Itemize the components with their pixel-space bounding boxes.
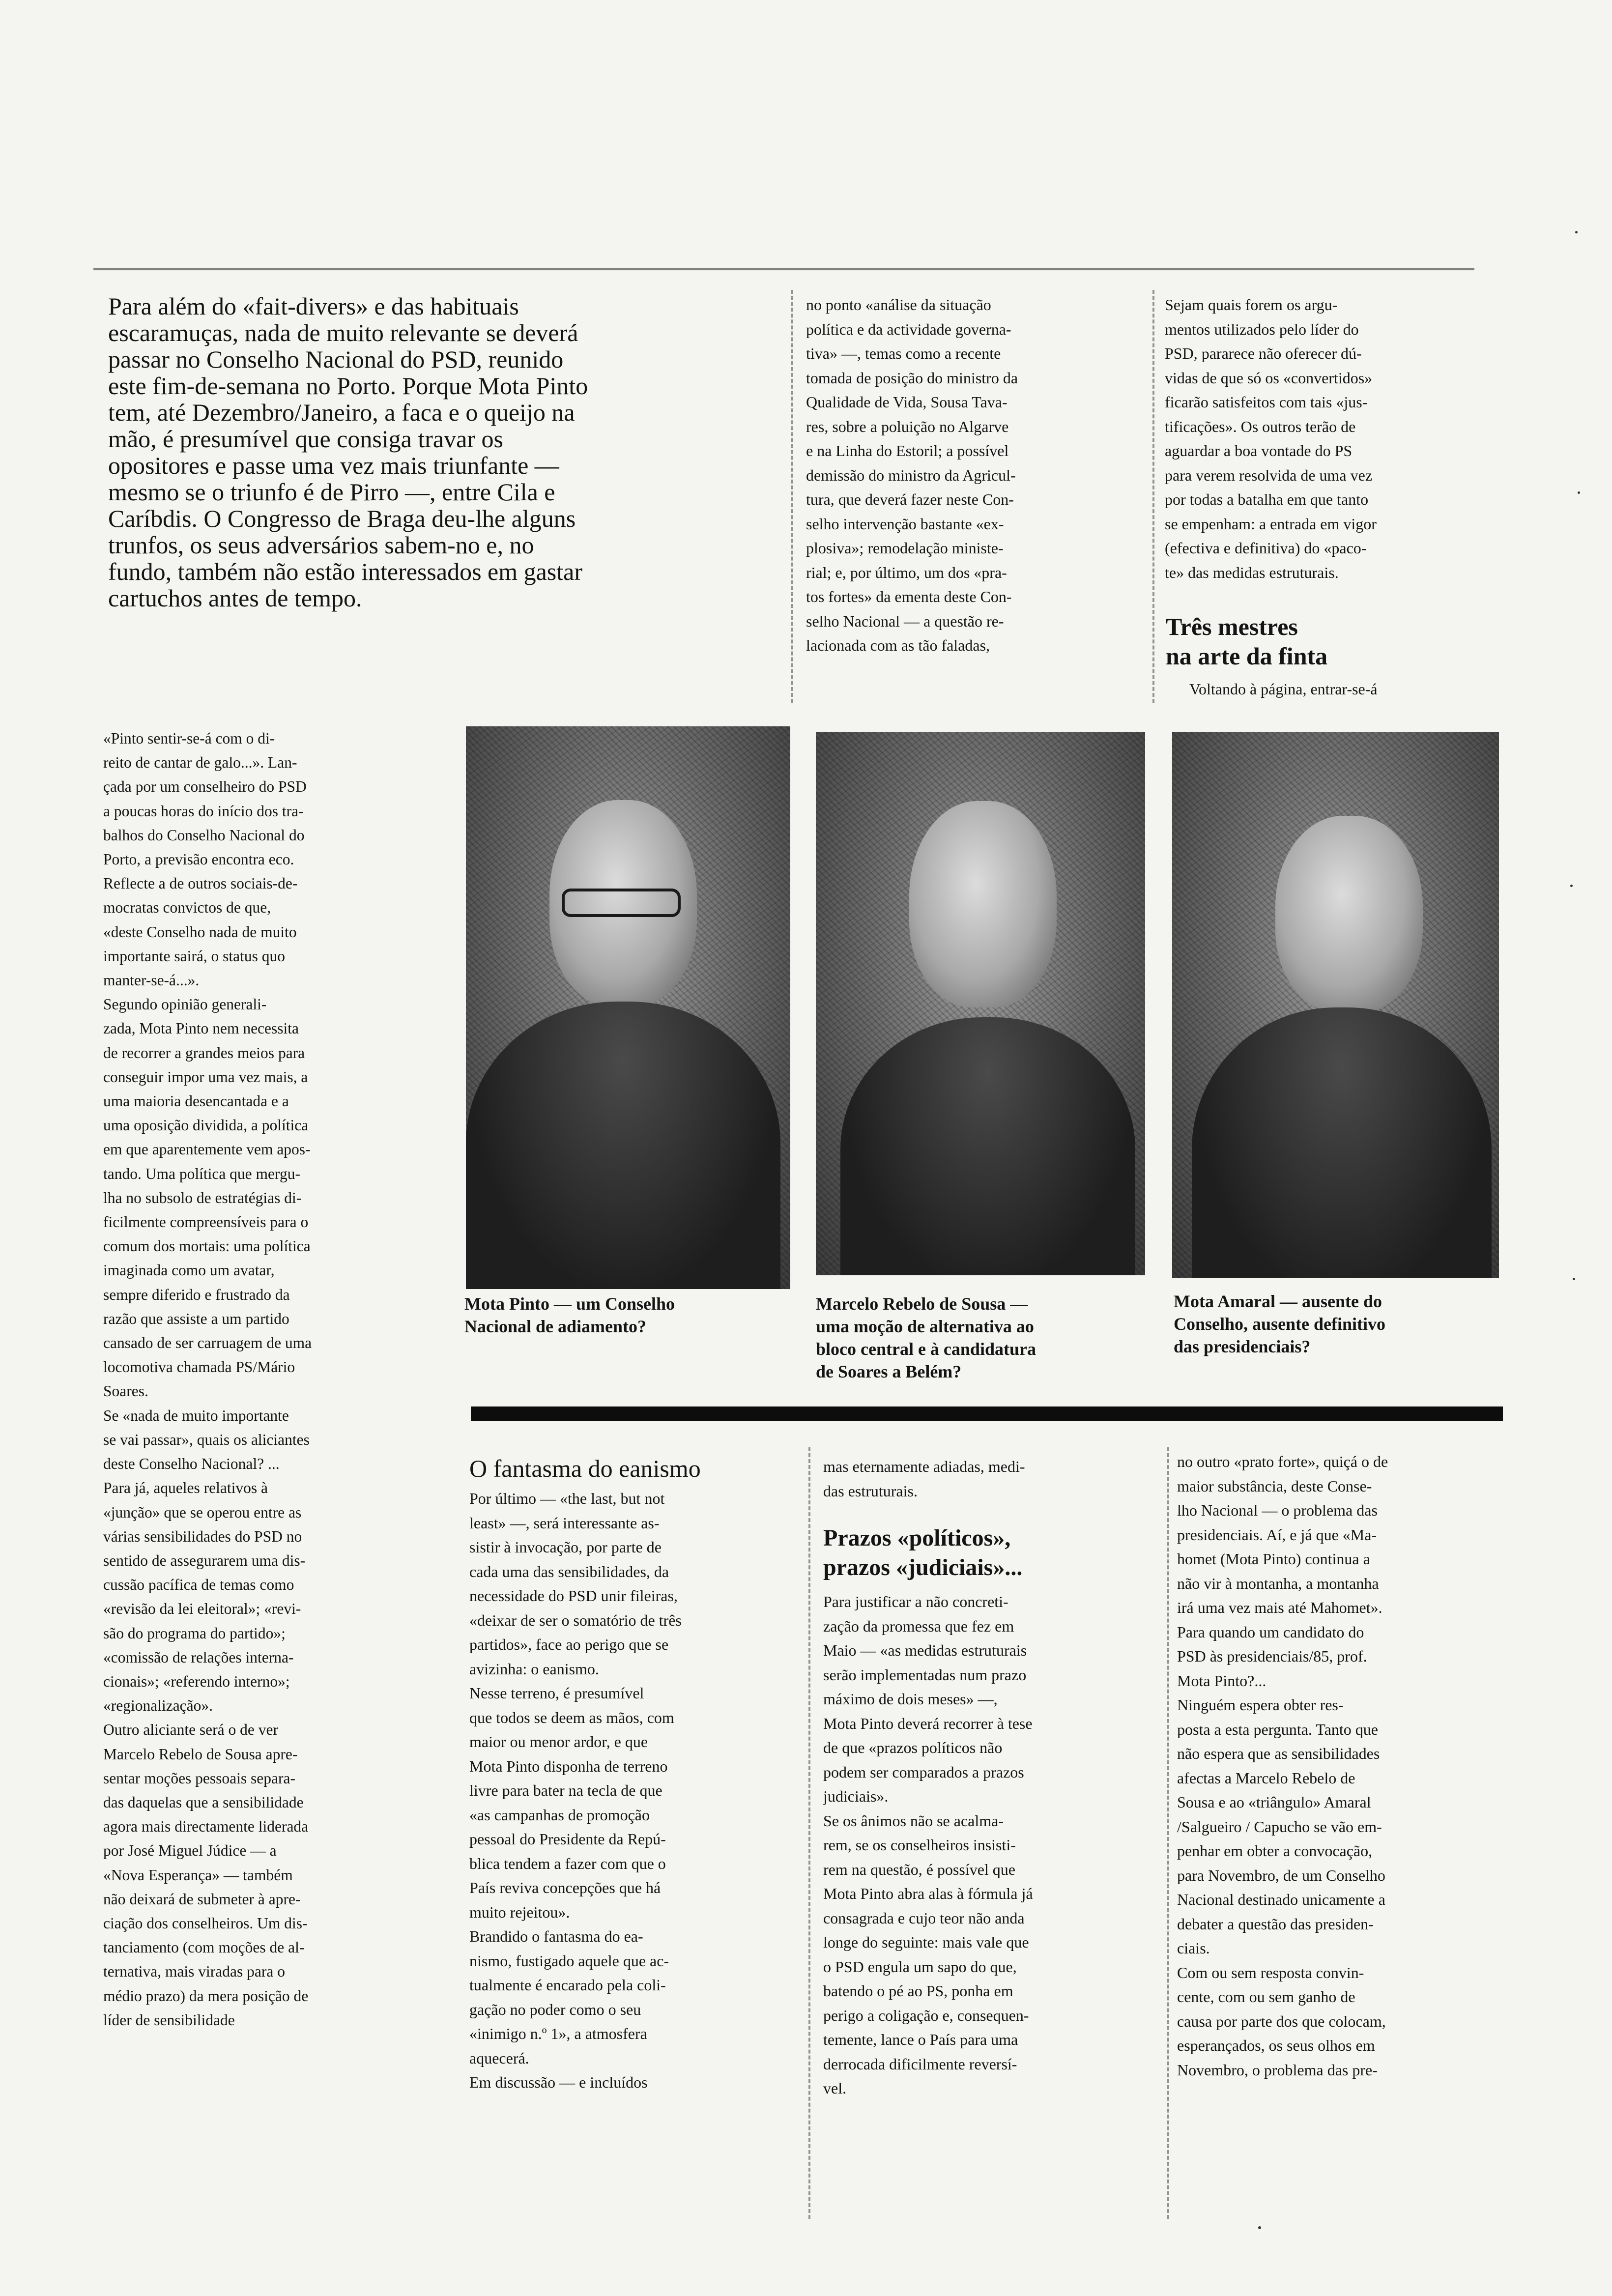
portrait-face	[909, 801, 1057, 1007]
top-middle-column: no ponto «análise da situação política e da actividade governa- tiva» —, temas como a recente tomada de posição do ministro da Qualidade de Vida, Sousa Tava- res, sobre a poluição no Algarve e na Linha do Estoril; a possível demissão do ministro da Agricul- tura, que deverá fazer neste Con- selho intervenção bastante «ex- plosiva»; remodelação ministe- rial; e, por último, um dos «pra- tos fortes» da ementa deste Con- selho Nacional — a questão re- lacionada com as tão faladas,	[806, 296, 1018, 654]
prazos-column: Para justificar a não concreti- zação da promessa que fez em Maio — «as medidas estruturais serão implementadas num prazo máximo de dois meses» —, Mota Pinto deverá recorrer à tese de que «prazos políticos não podem ser comparados a prazos judiciais». Se os ânimos não se acalma- rem, se os conselheiros insisti- rem na questão, é possível que Mota Pinto abra alas à fórmula já consagrada e cujo teor não anda longe do seguinte: mais vale que o PSD engula um sapo do que, batendo o pé ao PS, ponha em perigo a coligação e, consequen- temente, lance o País para uma derrocada dificilmente reversí- vel.	[823, 1593, 1033, 2097]
portrait-face	[1275, 816, 1423, 1012]
prazos-intro: mas eternamente adiadas, medi- das estruturais.	[823, 1458, 1025, 1500]
column-divider	[791, 290, 793, 703]
photo-mota-pinto	[466, 726, 790, 1289]
photo-caption-2: Marcelo Rebelo de Sousa — uma moção de alternativa ao bloco central e à candidatura de Soares a Belém?	[816, 1294, 1036, 1381]
column-divider	[1152, 290, 1154, 703]
section-divider-bar	[471, 1406, 1503, 1421]
photo-caption-1: Mota Pinto — um Conselho Nacional de adiamento?	[464, 1294, 675, 1336]
scan-speck	[1575, 231, 1578, 233]
photo-marcelo-rebelo-de-sousa	[816, 732, 1145, 1275]
glasses-icon	[562, 889, 681, 917]
right-bottom-column: no outro «prato forte», quiçá o de maior substância, deste Conse- lho Nacional — o problema das presidenciais. Aí, e já que «Ma- homet (Mota Pinto) continua a não vir à montanha, a montanha irá uma vez mais até Mahomet». Para quando um candidato do PSD às presidenciais/85, prof. Mota Pinto?... Ninguém espera obter res- posta a esta pergunta. Tanto que não espera que as sensibilidades afectas a Marcelo Rebelo de Sousa e ao «triângulo» Amaral /Salgueiro / Capucho se vão em- penhar em obter a convocação, para Novembro, de um Conselho Nacional destinado unicamente a debater a questão das presiden- ciais. Com ou sem resposta convin- cente, com ou sem ganho de causa por parte dos que colocam, esperançados, os seus olhos em Novembro, o problema das pre-	[1177, 1453, 1388, 2079]
fantasma-column: Por último — «the last, but not least» —, será interessante as- sistir à invocação, por parte de cada uma das sensibilidades, da necessidade do PSD unir fileiras, «deixar de ser o somatório de três partidos», face ao perigo que se avizinha: o eanismo. Nesse terreno, é presumível que todos se deem as mãos, com maior ou menor ardor, e que Mota Pinto disponha de terreno livre para bater na tecla de que «as campanhas de promoção pessoal do Presidente da Repú- blica tendem a fazer com que o País reviva concepções que há muito rejeitou». Brandido o fantasma do ea- nismo, fustigado aquele que ac- tualmente é encarado pela coli- gação no poder como o seu «inimigo n.º 1», a atmosfera aquecerá. Em discussão — e incluídos	[469, 1490, 682, 2091]
left-column: «Pinto sentir-se-á com o di- reito de cantar de galo...». Lan- çada por um conselheiro do PSD a poucas horas do início dos tra- balhos do Conselho Nacional do Porto, a previsão encontra eco. Reflecte a de outros sociais-de- mocratas convictos de que, «deste Conselho nada de muito importante sairá, o status quo manter-se-á...». Segundo opinião generali- zada, Mota Pinto nem necessita de recorrer a grandes meios para conseguir impor uma vez mais, a uma maioria desencantada e a uma oposição dividida, a política em que aparentemente vem apos- tando. Uma política que mergu- lha no subsolo de estratégias di- ficilmente compreensíveis para o comum dos mortais: uma política imaginada como um avatar, sempre diferido e frustrado da razão que assiste a um partido cansado de ser carruagem de uma locomotiva chamada PS/Mário Soares. Se «nada de muito importante se vai passar», quais os aliciantes deste Conselho Nacional? ... Para já, aqueles relativos à «junção» que se operou entre as várias sensibilidades do PSD no sentido de assegurarem uma dis- cussão pacífica de temas como «revisão da lei eleitoral»; «revi- são do programa do partido»; «comissão de relações interna- cionais»; «referendo interno»; «regionalização». Outro aliciante será o de ver Marcelo Rebelo de Sousa apre- sentar moções pessoais separa- das daquelas que a sensibilidade agora mais directamente liderada por José Miguel Júdice — a «Nova Esperança» — também não deixará de submeter à apre- ciação dos conselheiros. Um dis- tanciamento (com moções de al- ternativa, mais viradas para o médio prazo) da mera posição de líder de sensibilidade	[103, 730, 312, 2029]
top-rule	[93, 268, 1474, 270]
scan-speck	[1573, 1278, 1575, 1280]
scan-speck	[1570, 885, 1573, 887]
portrait-body	[1192, 1007, 1492, 1278]
photo-caption-3: Mota Amaral — ausente do Conselho, ausente definitivo das presidenciais?	[1174, 1292, 1386, 1356]
top-right-continuation: Voltando à página, entrar-se-á	[1189, 680, 1378, 698]
top-right-column: Sejam quais forem os argu- mentos utilizados pelo líder do PSD, pararece não oferecer dú- vidas de que só os «convertidos» ficarão satisfeitos com tais «jus- tificações». Os outros terão de aguardar a boa vontade do PS para verem resolvida de uma vez por todas a batalha em que tanto se empenham: a entrada em vigor (efectiva e definitiva) do «paco- te» das medidas estruturais.	[1165, 296, 1377, 581]
scan-speck	[1258, 2226, 1261, 2229]
column-divider	[1167, 1447, 1169, 2219]
scan-speck	[1578, 491, 1580, 494]
lead-paragraph: Para além do «fait-divers» e das habituais escaramuças, nada de muito relevante se deverá passar no Conselho Nacional do PSD, reunido este fim-de-semana no Porto. Porque Mota Pinto tem, até Dezembro/Janeiro, a faca e o queijo na mão, é presumível que consiga travar os opositores e passe uma vez mais triunfante — mesmo se o triunfo é de Pirro —, entre Cila e Caríbdis. O Congresso de Braga deu-lhe alguns trunfos, os seus adversários sabem-no e, no fundo, também não estão interessados em gastar cartuchos antes de tempo.	[108, 293, 588, 612]
portrait-body	[466, 1002, 780, 1289]
section-heading-prazos: Prazos «políticos», prazos «judiciais»...	[823, 1525, 1023, 1580]
portrait-body	[840, 1017, 1135, 1275]
section-heading-tres-mestres: Três mestres na arte da finta	[1166, 613, 1328, 670]
section-heading-fantasma: O fantasma do eanismo	[469, 1455, 701, 1482]
column-divider	[808, 1447, 810, 2219]
photo-mota-amaral	[1172, 732, 1499, 1278]
